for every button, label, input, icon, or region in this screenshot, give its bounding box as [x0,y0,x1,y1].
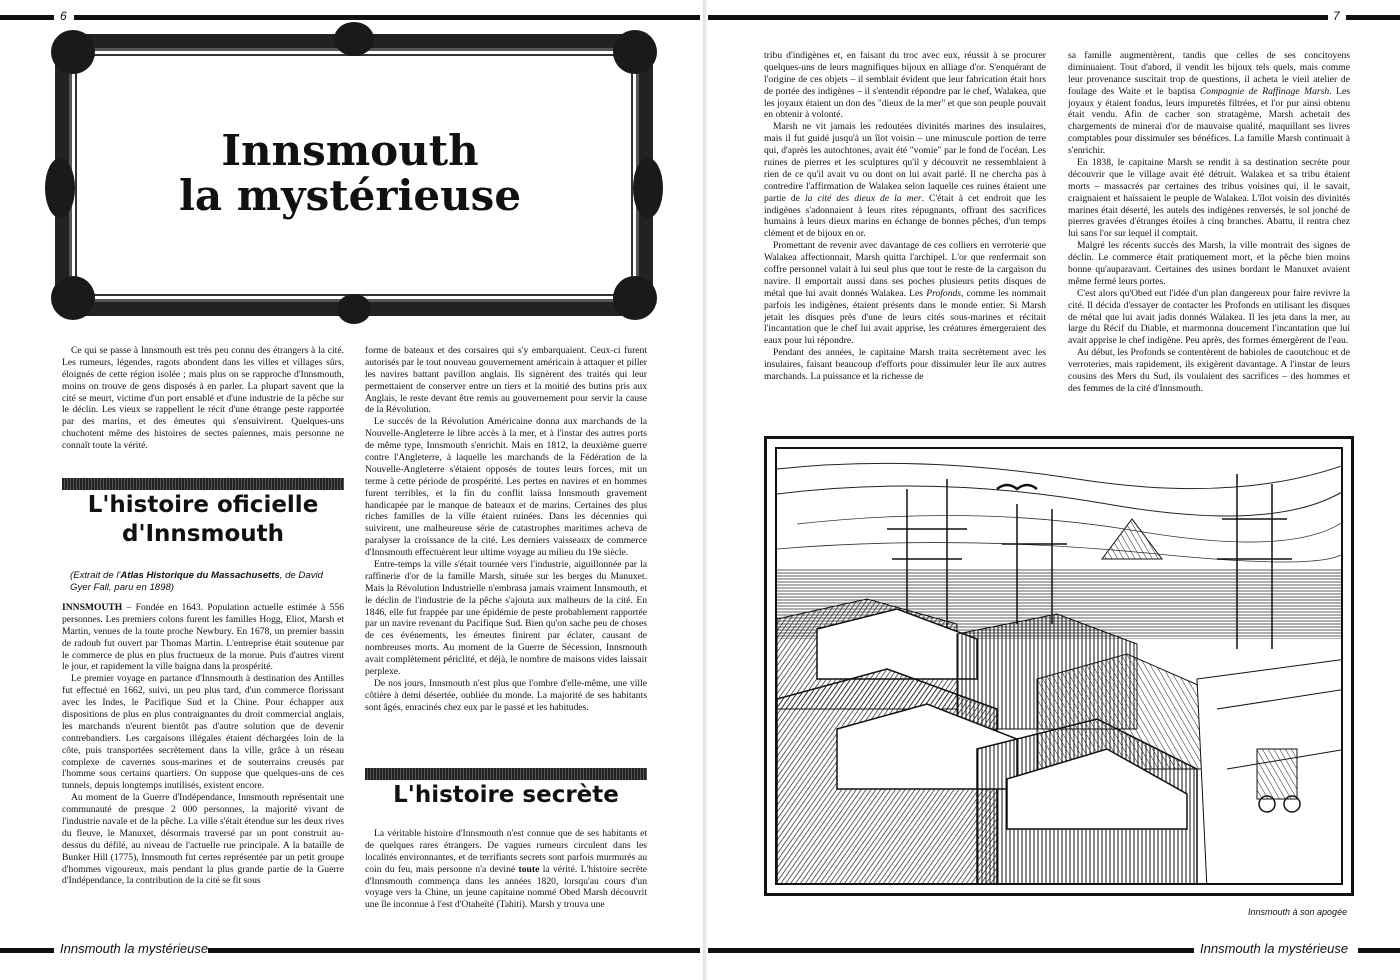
right-col1-paragraph-2 [764,121,1046,240]
footer-rule-right-b [1358,948,1400,953]
harbor-illustration-drawing [777,449,1343,885]
footer-right: Innsmouth la mystérieuse [1200,941,1349,956]
extract-note-book: Atlas Historique du Massachusetts [120,570,280,581]
heading-official-line-2: d'Innsmouth [121,521,284,548]
col2-paragraph-2: Le succès de la Révolution Américaine donna aux marchands de la Nouvelle-Angleterre le libre accès à la mer, et à l'instar des autres ports de même type, Innsmouth s'enrichit. Mais en 1812, la deuxième guerre contre l'Angleterre, à laquelle les marchands de la Fédération de la Nouvelle-Angleterre s'étaient opposés de toutes leurs forces, mit un terme à cette période de prospérité. Les pertes en navires et en hommes furent terribles, et la fin du conflit laissa Innsmouth gravement handicapée par le manque de bateaux et de marins. Certaines des plus riches familles de la ville étaient ruinées. Dans les décennies qui suivirent, une malheureuse série de catastrophes maritimes acheva de paralyser la croissance de la cité. Les derniers vaisseaux de commerce d'Innsmouth effectuèrent leur ultime voyage au milieu du 19e siècle. [365,416,647,559]
right-column-1 [764,50,1046,383]
section-bar-official [62,478,344,490]
right-col2-paragraph-1-italic: Compagnie de Raffinage Marsh [1199,85,1330,97]
intro-paragraph: Ce qui se passe à Innsmouth est très peu connu des étrangers à la cité. Les rumeurs, légendes, ragots abondent dans les villes et villages sûrs, éloignés de cette région isolée ; mais plus on se rapproche d'Innsmouth, moins on trouve de gens disposés à en parler. La plupart savent que la cité se meurt, victime d'un port ensablé et d'une industrie de la pêche sur le déclin. Les vieux se rappellent le récit d'une étrange peste rapportée par des marins, et des émeutes qui s'ensuivirent. Quelques-uns chuchotent même des histoires de sectes païennes, mais personne ne connaît toute la vérité. [62,345,344,452]
frame-ornament-side [633,158,663,218]
right-col1-paragraph-3-a: Promettant de revenir avec davantage de ces colliers en verroterie que Walakea affectionnait, Marsh quitta l'archipel. L'or que renfermait son coffre personnel valait à lui seul plus que tout le reste de la cargaison du navire. Il emportait aussi dans ses poches plusieurs petits disques de métal que lui avait donnés Walakea. Les [764,240,1046,299]
header-rule-left-a [0,15,54,20]
intro-paragraph-column [62,345,344,452]
col2-paragraph-1: forme de bateaux et des corsaires qui s'y embarquaient. Ceux-ci furent autorisés par le tout nouveau gouvernement américain à attaquer et piller les navires battant pavillon anglais. Ils signèrent des traités qui leur permettaient de conserver entre un tiers et la moitié des butins pris aux Anglais, le reste devant être remis au gouvernement pour servir la cause de la Révolution. [365,345,647,416]
harbor-illustration [775,447,1343,885]
footer-rule-left-a [0,948,54,953]
official-paragraph-1-text: – Fondée en 1643. Population actuelle estimée à 556 personnes. Les premiers colons furent les familles Hogg, Eliot, Marsh et Martin, venues de la toute proche Newbury. En 1678, un premier bassin de radoub fut ouvert par Thomas Martin. L'entreprise était soutenue par le commerce de plus en plus fructueux de la morue. Puis d'autres virent le jour, et rapidement la ville baigna dans la prospérité. [62,602,344,673]
right-col2-paragraph-1-a: sa famille augmentèrent, tandis que celles de ses concitoyens diminuaient. Tout d'abord, il vendit les bijoux tels quels, mais comme leur provenance suscitait trop de questions, il acheta le vieil atelier de foulage des Waite et le baptisa [1068,50,1350,97]
right-col1-paragraph-2-italic: la cité des dieux de la mer [804,192,922,204]
frame-ornament-side [45,158,75,218]
footer-rule-left-b [208,948,700,953]
right-col1-paragraph-3-italic: Profonds [926,287,962,299]
frame-ornament-corner [613,30,657,74]
harbor-illustration-frame [764,436,1354,896]
official-history-column-2 [365,345,647,714]
official-history-column [62,602,344,887]
page-number-left: 6 [60,9,67,23]
official-paragraph-1 [62,602,344,673]
right-col1-paragraph-3-b: , comme les nommait parfois les indigènes, étaient présents dans le monde entier. Si Marsh jetait les disques près d'une de leurs cités sous-marines et récitait l'incantation que le chef lui avait apprise, les créatures émergeraient des eaux pour lui répondre. [764,287,1046,347]
right-col2-paragraph-4: C'est alors qu'Obed eut l'idée d'un plan dangereux pour faire revivre la cité. Il décida d'essayer de contacter les Profonds en utilisant les disques de métal que lui avait jadis donnés Walakea. Il les jeta dans la mer, au large du Récif du Diable, et marmonna doucement l'incantation que lui avait apprise le chef indigène. Peu après, des formes émergèrent de l'eau. [1068,287,1350,347]
right-col1-paragraph-2-a: Marsh ne vit jamais les redoutées divinités marines des insulaires, mais il fut guidé jusqu'à un îlot voisin – une minuscule portion de terre qui, d'après les autochtones, avait été "vomie" par le fond de l'océan. Les ruines de pierres et les sculptures qu'il y découvrit ne ressemblaient à rien de ce qu'il avait vu ou dont on lui avait parlé. Il ne chercha pas à contredire l'affirmation de Walakea selon laquelle ces ruines étaient une partie de [764,121,1046,204]
illustration-caption: Innsmouth à son apogée [1248,907,1348,917]
frame-ornament-corner [613,276,657,320]
official-paragraph-2: Le premier voyage en partance d'Innsmouth à destination des Antilles fut effectué en 1662, suivi, un peu plus tard, d'un commerce florissant avec les Indes, le Pacifique Sud et la Chine. Pour échapper aux dispositions de plus en plus contraignantes du droit commercial anglais, les marchands n'eurent bientôt pas d'autre solution que de devenir contrebandiers. Les cargaisons illégales étaient déchargées loin de la côte, puis transportées secrètement dans la ville, grâce à un réseau complexe de cavernes sous-marines et de souterrains creusés par l'homme sous certains quartiers. On suppose que quelques-uns de ces tunnels, depuis longtemps inutilisés, existent encore. [62,673,344,792]
frame-ornament-corner [51,276,95,320]
right-col1-paragraph-1: tribu d'indigènes et, en faisant du troc avec eux, réussit à se procurer quelques-uns de leurs magnifiques bijoux en alliage d'or. S'enquérant de l'origine de ces objets – il semblait évident que leur fabrication était hors de portée des indigènes – il s'entendit répondre par le chef, Walakea, que les joyaux étaient un don des "dieux de la mer" et que son peuple pouvait en obtenir à volonté. [764,50,1046,121]
secret-paragraph-1 [365,828,647,911]
header-rule-left-b [74,15,700,20]
right-col2-paragraph-5: Au début, les Profonds se contentèrent de babioles de caoutchouc et de verroteries, mais rapidement, ils exigèrent davantage. A l'instar de leurs cousins des Mers du Sud, ils voulaient des sacrifices – des hommes et des femmes de la cité d'Innsmouth. [1068,347,1350,394]
right-col1-paragraph-4: Pendant des années, le capitaine Marsh traita secrètement avec les insulaires, faisant beaucoup d'efforts pour dissimuler leur île aux autres marchands. La puissance et la richesse de [764,347,1046,383]
right-col2-paragraph-1-b: . Les joyaux y étaient fondus, leurs impuretés filtrées, et l'or pur ainsi obtenu était vendu. Afin de cacher son stratagème, Marsh achetait des chargements de minerai d'or de mauvaise qualité, maquillant ses livres comptables pour dissimuler ses bénéfices. La famille Marsh continuait à s'enrichir. [1068,85,1350,157]
title-line-1: Innsmouth [221,126,479,175]
section-bar-secret [365,768,647,780]
title-line-2: la mystérieuse [178,171,522,221]
secret-history-column [365,828,647,911]
right-col2-paragraph-1 [1068,50,1350,157]
footer-rule-right-a [708,948,1194,953]
official-lead-word: INNSMOUTH [62,602,123,613]
col2-paragraph-3: Entre-temps la ville s'était tournée vers l'industrie, aiguillonnée par la raffinerie d'or de la famille Marsh, située sur les berges du Manuxet. Mais la Révolution Industrielle n'embrasa jamais vraiment Innsmouth, et le déclin de l'industrie de la pêche s'ajouta aux malheurs de la cité. En 1846, elle fut frappée par une épidémie de peste probablement rapportée par un navire revenant du Pacifique Sud. Bien qu'on sache peu de choses de ces événements, les émeutes finirent par éclater, causant de nombreuses morts. Au moment de la Guerre de Sécession, Innsmouth avait complètement périclité, et déjà, le nombre de maisons vides laissait perplexe. [365,559,647,678]
page-number-right: 7 [1333,9,1340,23]
right-col1-paragraph-3 [764,240,1046,347]
right-column-2 [1068,50,1350,395]
frame-ornament-corner [51,30,95,74]
header-rule-right-a [708,15,1328,20]
right-col1-paragraph-2-b: . C'était à cet endroit que les indigènes s'adonnaient à leurs rites répugnants, offrant des sacrifices humains à leurs dieux marins en échange de bonnes pêches, d'un temps clément et de bijoux en or. [764,192,1046,240]
section-heading-secret: L'histoire secrète [393,782,619,808]
official-paragraph-3: Au moment de la Guerre d'Indépendance, Innsmouth représentait une communauté de presque 2 000 personnes, la majorité vivant de l'industrie navale et de la pêche. La ville s'était étendue sur les deux rives du fleuve, le Manuxet, désormais traversé par un pont construit au-dessus du défilé, au niveau de l'actuelle rue principale. A la bataille de Bunker Hill (1775), Innsmouth fut certes représentée par un petit groupe d'hommes vigoureux, mais pendant la plus grande partie de la Guerre d'Indépendance, la contribution de la cité se fit sous [62,792,344,887]
frame-ornament-eye [337,294,371,324]
secret-paragraph-1-bold: toute [518,863,540,875]
section-heading-official [62,491,344,550]
centerfold [703,0,707,980]
right-col2-paragraph-2: En 1838, le capitaine Marsh se rendit à sa destination secrète pour découvrir que le village avait été détruit. Walakea et sa tribu étaient morts – massacrés par certaines des tribus voisines qui, il le savait, craignaient et haïssaient le peuple de Walakea. L'îlot voisin des divinités marines était déserté, les autels des indigènes renversés, le sol jonché de pierres gravées d'étranges étoiles à cinq branches. Abattu, il rentra chez lui sans l'or sur lequel il comptait. [1068,157,1350,240]
right-col2-paragraph-3: Malgré les récents succès des Marsh, la ville montrait des signes de déclin. Le commerce était pratiquement mort, et la pêche bien moins bonne qu'auparavant. Certaines des usines bordant le Manuxet avaient même fermé leurs portes. [1068,240,1350,287]
header-rule-right-b [1346,15,1400,20]
extract-note [70,570,342,594]
page-title [100,128,600,219]
secret-paragraph-1-a: La véritable histoire d'Innsmouth n'est connue que de ses habitants et de quelques rares étrangers. De vagues rumeurs circulent dans les localités environnantes, et de terrifiants secrets sont parfois murmurés au coin du feu, mais personne n'a deviné [365,828,647,875]
frame-ornament-skull [334,22,374,56]
heading-official-line-1: L'histoire oficielle [87,492,319,518]
extract-note-prefix: (Extrait de l' [70,570,121,581]
extract-note-suffix: , de David Gyer Fall, paru en 1898) [70,570,323,593]
footer-left: Innsmouth la mystérieuse [60,941,209,956]
col2-paragraph-4: De nos jours, Innsmouth n'est plus que l'ombre d'elle-même, une ville côtière à demi désertée, oubliée du monde. La majorité de ses habitants sont âgés, enracinés chez eux par le passé et les habitudes. [365,677,647,713]
secret-paragraph-1-b: la vérité. L'histoire secrète d'Innsmouth commença dans les années 1820, lorsqu'au cours d'un voyage vers la Chine, un jeune capitaine nommé Obed Marsh découvrit une île inconnue à l'est d'Otaheïté (Tahiti). Marsh y trouva une [365,863,648,911]
